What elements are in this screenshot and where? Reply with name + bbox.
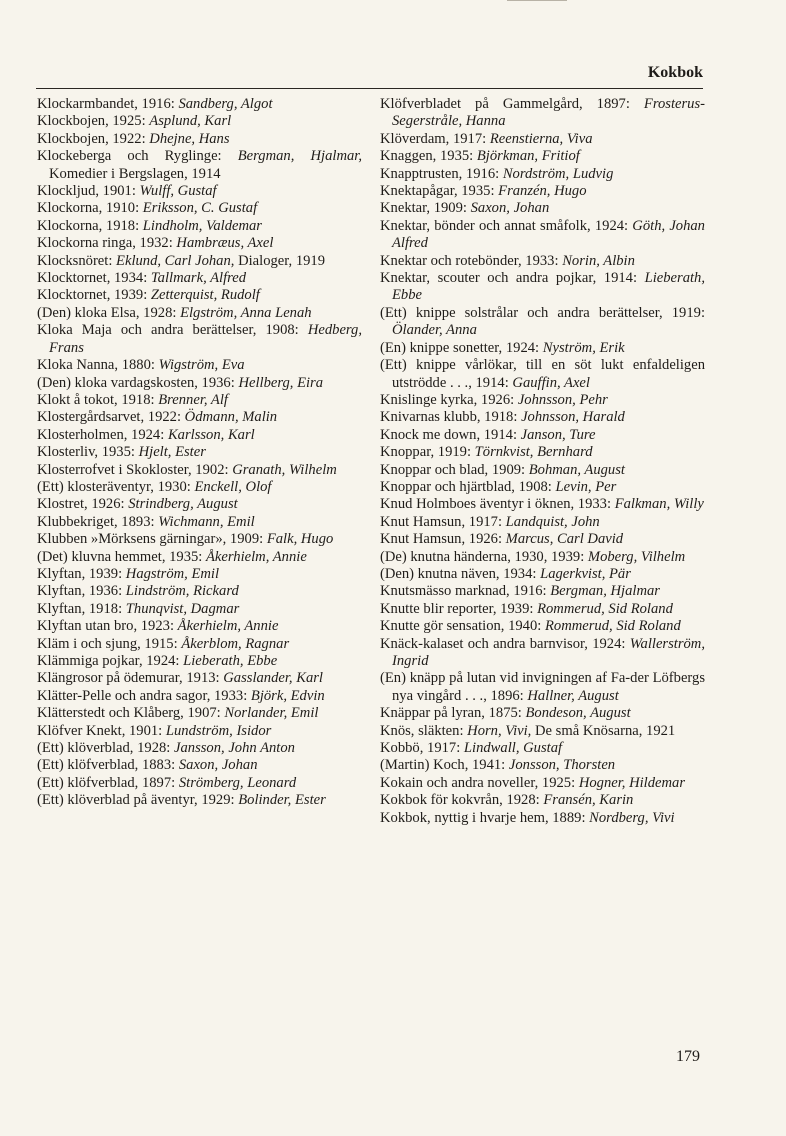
index-entry: [37, 427, 362, 444]
index-entry: [380, 218, 705, 253]
entry-author: Bolinder, Ester: [238, 792, 326, 809]
entry-title: Kloka Nanna, 1880:: [37, 357, 159, 374]
entry-title: Knaggen, 1935:: [380, 148, 477, 165]
index-entry: [380, 740, 705, 757]
entry-title: Klosterholmen, 1924:: [37, 426, 168, 443]
entry-author: Hjelt, Ester: [138, 444, 206, 461]
index-entry: [37, 653, 362, 670]
entry-title: Klubbekriget, 1893:: [37, 513, 159, 530]
index-entry: [380, 462, 705, 479]
index-entry: [37, 514, 362, 531]
entry-author: Norin, Albin: [562, 252, 635, 269]
index-entry: [380, 392, 705, 409]
entry-author: Åkerhielm, Annie: [206, 548, 307, 565]
entry-title: Knutte blir reporter, 1939:: [380, 600, 538, 617]
entry-author: Asplund, Karl: [149, 113, 232, 130]
entry-author: Gauffin, Axel: [512, 374, 590, 391]
entry-author: Strömberg, Leonard: [178, 774, 297, 791]
index-entry: [380, 566, 705, 583]
entry-title: (En) knäpp på lutan vid invigningen af Fa-der Löfbergs nya vingård . . ., 1896:: [380, 670, 705, 704]
entry-author: Lundström, Isidor: [165, 722, 272, 739]
entry-author: Bergman, Hjalmar,: [237, 148, 362, 165]
entry-title: Knud Holmboes äventyr i öknen, 1933:: [380, 496, 615, 513]
entry-author: Lindholm, Valdemar: [142, 217, 262, 234]
index-entry: [380, 514, 705, 531]
entry-author: Elgström, Anna Lenah: [180, 304, 312, 321]
entry-author: Strindberg, August: [128, 496, 238, 513]
entry-title: Klockbojen, 1922:: [37, 130, 150, 147]
index-entry: [380, 531, 705, 548]
index-entry: [380, 479, 705, 496]
index-entry: [37, 322, 362, 357]
entry-title: (Det) kluvna hemmet, 1935:: [37, 548, 207, 565]
entry-title: Knektar och rotebönder, 1933:: [380, 252, 563, 269]
index-entry: [37, 688, 362, 705]
entry-author: Sandberg, Algot: [178, 96, 273, 112]
index-entry: [380, 305, 705, 340]
index-entry: [380, 549, 705, 566]
entry-author: Bergman, Hjalmar: [550, 583, 660, 600]
entry-author: Nordberg, Vivi: [589, 809, 675, 826]
entry-title: Klätterstedt och Klåberg, 1907:: [37, 705, 225, 722]
index-entry: [380, 409, 705, 426]
entry-title: Klyftan utan bro, 1923:: [37, 618, 178, 635]
entry-author: Wallerström, Ingrid: [392, 635, 705, 669]
index-entry: [380, 705, 705, 722]
entry-note: Dialoger, 1919: [234, 252, 326, 269]
index-entry: [380, 96, 705, 131]
index-entry: [37, 357, 362, 374]
entry-author: Wigström, Eva: [158, 357, 245, 374]
entry-title: Klyftan, 1939:: [37, 565, 126, 582]
entry-title: Knutte gör sensation, 1940:: [380, 618, 545, 635]
entry-author: Åkerhielm, Annie: [177, 618, 279, 635]
index-entry: [380, 792, 705, 809]
index-entry: [380, 444, 705, 461]
entry-author: Nyström, Erik: [542, 339, 625, 356]
entry-title: Knut Hamsun, 1926:: [380, 531, 506, 548]
entry-title: (Ett) klöfverblad, 1883:: [37, 757, 179, 774]
entry-title: Kokbok, nyttig i hvarje hem, 1889:: [380, 809, 590, 826]
index-entry: [37, 253, 362, 270]
entry-author: Nordström, Ludvig: [502, 165, 614, 182]
entry-author: Eklund, Carl Johan,: [116, 252, 235, 269]
entry-title: Kloka Maja och andra berättelser, 1908:: [37, 322, 308, 339]
entry-author: Ölander, Anna: [392, 322, 477, 339]
entry-author: Johnsson, Harald: [521, 409, 625, 426]
index-entry: [380, 253, 705, 270]
entry-author: Saxon, Johan: [470, 200, 550, 217]
entry-author: Jansson, John Anton: [174, 740, 295, 757]
entry-title: (Ett) knippe solstrålar och andra berättelser, 1919:: [380, 304, 705, 321]
entry-title: Klyftan, 1918:: [37, 600, 126, 617]
entry-title: Kläm i och sjung, 1915:: [37, 635, 182, 652]
entry-author: Thunqvist, Dagmar: [125, 600, 240, 617]
index-entry: [380, 340, 705, 357]
index-entry: [37, 705, 362, 722]
index-entry: [37, 792, 362, 809]
entry-author: Reenstierna, Viva: [489, 130, 593, 147]
entry-title: Klämmiga pojkar, 1924:: [37, 653, 184, 669]
index-entry: [37, 723, 362, 740]
index-entry: [37, 392, 362, 409]
entry-title: (Ett) klosteräventyr, 1930:: [37, 478, 195, 495]
entry-author: Brenner, Alf: [158, 391, 228, 408]
entry-title: Klängrosor på ödemurar, 1913:: [37, 670, 224, 687]
entry-author: Rommerud, Sid Roland: [544, 618, 681, 635]
entry-author: Hogner, Hildemar: [578, 774, 686, 791]
entry-author: Eriksson, C. Gustaf: [142, 200, 258, 217]
entry-author: Gasslander, Karl: [223, 670, 323, 687]
entry-author: Lieberath, Ebbe: [392, 270, 705, 304]
index-entry: [37, 549, 362, 566]
entry-title: Knektar, bönder och annat småfolk, 1924:: [380, 217, 633, 234]
entry-title: Knislinge kyrka, 1926:: [380, 391, 518, 408]
entry-author: Wulff, Gustaf: [139, 183, 217, 200]
entry-title: Klöfverbladet på Gammelgård, 1897:: [380, 96, 644, 112]
entry-author: Hedberg, Frans: [49, 322, 362, 356]
index-entry: [37, 305, 362, 322]
entry-title: (Den) knutna näven, 1934:: [380, 565, 541, 582]
entry-author: Janson, Ture: [520, 426, 596, 443]
index-entry: [380, 270, 705, 305]
entry-author: Frosterus-Segerstråle, Hanna: [392, 96, 705, 130]
entry-title: Knapptrusten, 1916:: [380, 165, 503, 182]
entry-title: (Ett) klöfverblad, 1897:: [37, 774, 179, 791]
index-entry: [380, 618, 705, 635]
entry-title: Klocktornet, 1934:: [37, 270, 151, 287]
index-entry: [37, 583, 362, 600]
entry-author: Törnkvist, Bernhard: [474, 444, 593, 461]
entry-author: Falkman, Willy: [614, 496, 704, 513]
index-entry: [37, 444, 362, 461]
index-entry: [37, 409, 362, 426]
entry-author: Tallmark, Alfred: [150, 270, 247, 287]
index-entry: [37, 740, 362, 757]
entry-title: Klöverdam, 1917:: [380, 130, 490, 147]
entry-author: Wichmann, Emil: [158, 513, 255, 530]
entry-author: Enckell, Olof: [194, 478, 272, 495]
index-entry: [380, 148, 705, 165]
index-entry: [37, 462, 362, 479]
entry-title: Klockbojen, 1925:: [37, 113, 150, 130]
index-entry: [37, 531, 362, 548]
index-entry: [37, 270, 362, 287]
index-entry: [37, 183, 362, 200]
entry-author: Moberg, Vilhelm: [587, 548, 686, 565]
entry-title: (Den) kloka vardagskosten, 1936:: [37, 374, 239, 391]
index-entry: [380, 200, 705, 217]
index-entry: [37, 200, 362, 217]
entry-title: (Den) kloka Elsa, 1928:: [37, 304, 181, 321]
entry-title: Knock me down, 1914:: [380, 426, 521, 443]
entry-title: Klockljud, 1901:: [37, 183, 140, 200]
entry-title: Klubben »Mörksens gärningar», 1909:: [37, 531, 267, 548]
entry-title: Klostret, 1926:: [37, 496, 129, 513]
index-entry: [37, 757, 362, 774]
index-entry: [37, 96, 362, 113]
entry-author: Lindström, Rickard: [125, 583, 239, 600]
entry-author: Hagström, Emil: [125, 565, 220, 582]
entry-author: Norlander, Emil: [224, 705, 319, 722]
entry-author: Horn, Vivi,: [467, 722, 532, 739]
entry-author: Lagerkvist, Pär: [540, 565, 631, 582]
entry-title: (En) knippe sonetter, 1924:: [380, 339, 543, 356]
entry-title: Knoppar, 1919:: [380, 444, 475, 461]
entry-author: Dhejne, Hans: [149, 130, 230, 147]
entry-author: Lindwall, Gustaf: [463, 740, 563, 757]
entry-title: Klosterrofvet i Skokloster, 1902:: [37, 461, 233, 478]
entry-title: Knektar, scouter och andra pojkar, 1914:: [380, 270, 645, 287]
entry-author: Franzén, Hugo: [498, 183, 587, 200]
entry-author: Karlsson, Karl: [167, 426, 255, 443]
entry-title: Kokain och andra noveller, 1925:: [380, 774, 579, 791]
entry-author: Hambræus, Axel: [176, 235, 274, 252]
index-entry: [37, 618, 362, 635]
running-header: Kokbok: [647, 64, 703, 81]
header-rule: [36, 88, 703, 89]
index-entry: [380, 496, 705, 513]
index-entry: [380, 183, 705, 200]
entry-title: Kobbö, 1917:: [380, 740, 464, 757]
entry-title: Klockorna, 1910:: [37, 200, 143, 217]
entry-author: Levin, Per: [555, 478, 617, 495]
entry-author: Hellberg, Eira: [238, 374, 324, 391]
entry-author: Marcus, Carl David: [505, 531, 624, 548]
index-entry: [37, 113, 362, 130]
index-entry: [37, 601, 362, 618]
entry-author: Lieberath, Ebbe: [183, 653, 278, 669]
index-entry: [380, 810, 705, 827]
entry-author: Saxon, Johan: [178, 757, 258, 774]
left-column: [37, 96, 362, 810]
entry-author: Ödmann, Malin: [184, 409, 278, 426]
entry-title: Klöfver Knekt, 1901:: [37, 722, 166, 739]
index-entry: [37, 670, 362, 687]
entry-title: Klostergårdsarvet, 1922:: [37, 409, 185, 426]
entry-title: (Martin) Koch, 1941:: [380, 757, 509, 774]
entry-author: Björkman, Fritiof: [476, 148, 580, 165]
index-entry: [380, 757, 705, 774]
index-entry: [37, 287, 362, 304]
index-entry: [37, 496, 362, 513]
entry-author: Jonsson, Thorsten: [508, 757, 616, 774]
entry-title: Klockorna ringa, 1932:: [37, 235, 177, 252]
index-entry: [37, 479, 362, 496]
entry-title: Knutsmässo marknad, 1916:: [380, 583, 551, 600]
page-number: 179: [676, 1048, 700, 1065]
entry-title: Knektar, 1909:: [380, 200, 471, 217]
entry-author: Åkerblom, Ragnar: [181, 635, 290, 652]
index-entry: [380, 723, 705, 740]
entry-author: Bondeson, August: [525, 705, 631, 722]
entry-title: Klosterliv, 1935:: [37, 444, 139, 461]
entry-title: (Ett) klöverblad på äventyr, 1929:: [37, 792, 239, 809]
entry-author: Granath, Wilhelm: [232, 461, 337, 478]
entry-author: Johnsson, Pehr: [517, 391, 608, 408]
entry-author: Hallner, August: [527, 687, 619, 704]
entry-title: Klokt å tokot, 1918:: [37, 391, 159, 408]
entry-title: Knut Hamsun, 1917:: [380, 513, 506, 530]
index-entry: [380, 131, 705, 148]
entry-author: Landquist, John: [505, 513, 600, 530]
index-entry: [37, 218, 362, 235]
entry-title: (Ett) klöverblad, 1928:: [37, 740, 174, 757]
entry-title: Klyftan, 1936:: [37, 583, 126, 600]
entry-note: De små Knösarna, 1921: [531, 722, 676, 739]
entry-title: Klockeberga och Ryglinge:: [37, 148, 238, 165]
index-entry: [380, 670, 705, 705]
entry-title: Knäck-kalaset och andra barnvisor, 1924:: [380, 635, 630, 652]
entry-title: Knös, släkten:: [380, 722, 468, 739]
entry-title: Knoppar och blad, 1909:: [380, 461, 529, 478]
entry-author: Björk, Edvin: [250, 687, 325, 704]
entry-title: Knoppar och hjärtblad, 1908:: [380, 478, 556, 495]
index-entry: [380, 636, 705, 671]
index-entry: [380, 775, 705, 792]
entry-title: Klockorna, 1918:: [37, 217, 143, 234]
entry-author: Fransén, Karin: [543, 792, 634, 809]
index-entry: [380, 427, 705, 444]
index-entry: [37, 148, 362, 183]
entry-author: Bohman, August: [528, 461, 625, 478]
entry-title: Klätter-Pelle och andra sagor, 1933:: [37, 687, 251, 704]
index-entry: [37, 636, 362, 653]
entry-title: (De) knutna händerna, 1930, 1939:: [380, 548, 588, 565]
entry-title: Kokbok för kokvrån, 1928:: [380, 792, 544, 809]
entry-title: (Ett) knippe vårlökar, till en söt lukt enfaldeligen utströdde . . ., 1914:: [380, 357, 705, 391]
index-entry: [37, 566, 362, 583]
index-entry: [380, 601, 705, 618]
entry-title: Knäppar på lyran, 1875:: [380, 705, 526, 722]
index-entry: [37, 775, 362, 792]
entry-title: Knivarnas klubb, 1918:: [380, 409, 522, 426]
right-column: [380, 96, 705, 827]
entry-title: Knektapågar, 1935:: [380, 183, 499, 200]
entry-title: Klocktornet, 1939:: [37, 287, 151, 304]
entry-note: Komedier i Bergslagen, 1914: [49, 165, 221, 182]
index-entry: [37, 235, 362, 252]
scan-mark: [507, 0, 567, 1]
entry-title: Klockarmbandet, 1916:: [37, 96, 179, 112]
entry-author: Göth, Johan Alfred: [392, 217, 705, 252]
entry-author: Zetterquist, Rudolf: [150, 287, 260, 304]
entry-title: Klocksnöret:: [37, 252, 117, 269]
index-entry: [37, 375, 362, 392]
index-entry: [380, 583, 705, 600]
entry-author: Rommerud, Sid Roland: [537, 600, 673, 617]
index-entry: [380, 357, 705, 392]
index-entry: [37, 131, 362, 148]
index-entry: [380, 166, 705, 183]
entry-author: Falk, Hugo: [266, 531, 334, 548]
